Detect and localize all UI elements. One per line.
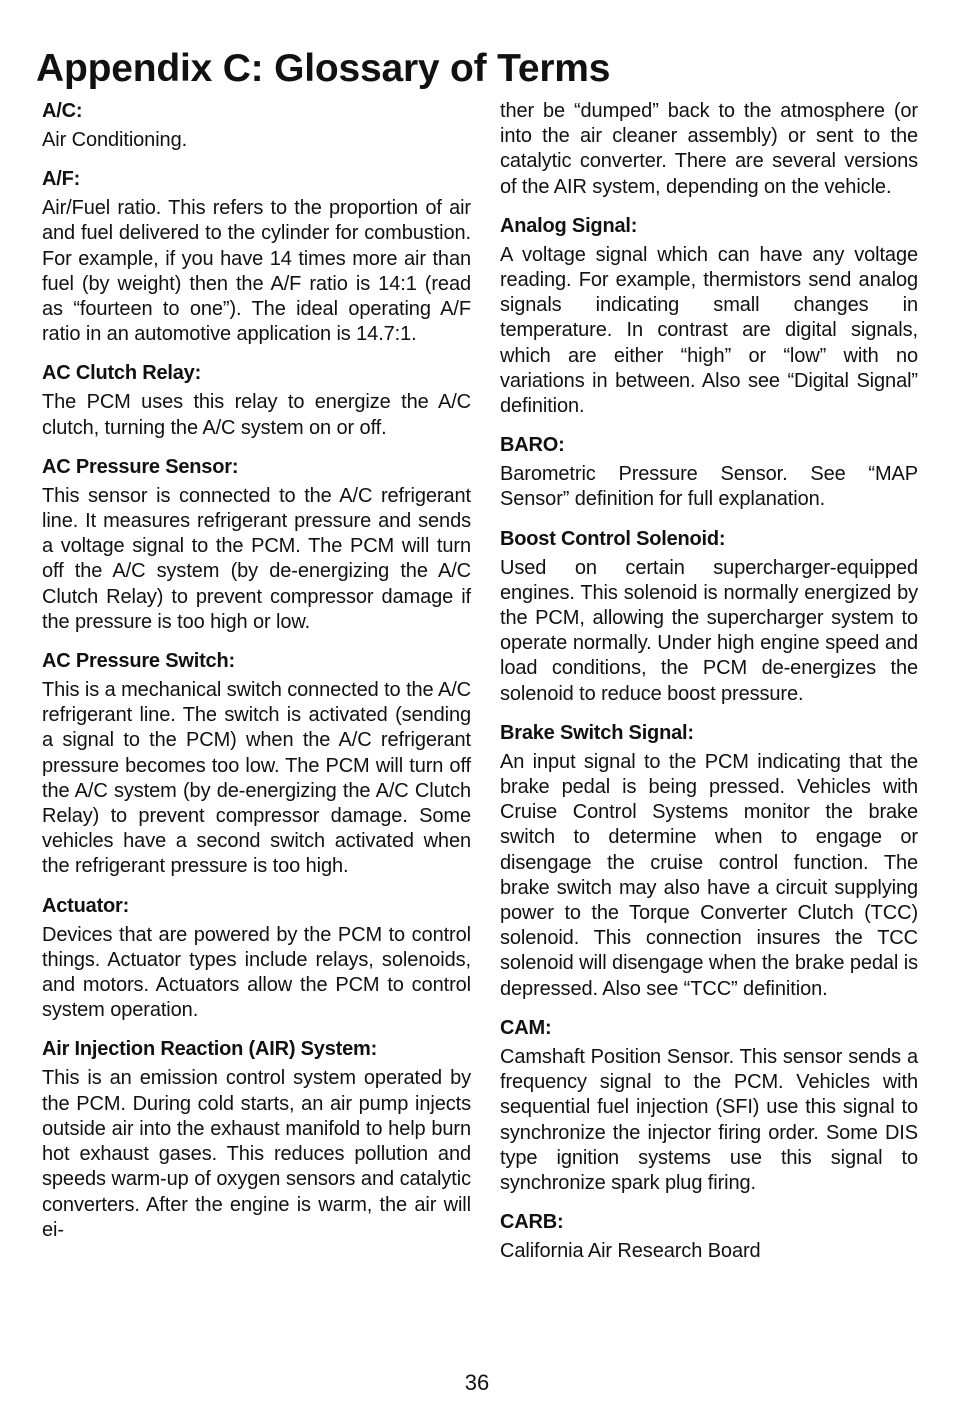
right-column — [500, 99, 918, 1278]
glossary-entry-boost-control-solenoid — [500, 527, 918, 707]
glossary-entry-analog-signal — [500, 214, 918, 419]
glossary-term: Analog Signal: — [500, 214, 638, 237]
glossary-term: AC Clutch Relay: — [42, 362, 202, 385]
glossary-definition: This sensor is connected to the A/C refrigerant line. It measures refrigerant pressure and sends a voltage signal to the PCM. The PCM will turn off the A/C system (by de-energizing the A/C Clutch Relay) to prevent compressor damage if the pressure is too high or low. — [42, 484, 471, 633]
glossary-definition: This is an emission control system operated by the PCM. During cold starts, an air pump injects outside air into the exhaust manifold to help burn hot exhaust gases. This reduces pollution and speeds warm-up of oxygen sensors and catalytic converters. After the engine is warm, the air will ei- — [42, 1067, 471, 1241]
glossary-term: Brake Switch Signal: — [500, 721, 694, 744]
page-title: Appendix C: Glossary of Terms — [36, 47, 611, 90]
glossary-term: A/C: — [42, 100, 83, 122]
glossary-entry-ac — [42, 99, 471, 153]
page-number: 36 — [464, 1370, 490, 1395]
glossary-definition: Air/Fuel ratio. This refers to the proportion of air and fuel delivered to the cylinder for combustion. For example, if you have 14 times more air than fuel (by weight) then the A/F ratio is 14:1 (read as “fourteen to one”). The ideal operating A/F ratio in an automotive application is 14.7:1. — [42, 197, 471, 346]
left-column — [42, 99, 471, 1257]
glossary-definition: This is a mechanical switch connected to the A/C refrigerant line. The switch is activated (sending a signal to the PCM) when the A/C refrigerant pressure becomes too low. The PCM will turn off the A/C system (by de-energizing the A/C Clutch Relay) to prevent compressor damage. Some vehicles have a second switch activated when the refrigerant pressure is too high. — [42, 679, 471, 878]
glossary-entry-actuator — [42, 894, 471, 1024]
glossary-entry-ac-clutch-relay — [42, 361, 471, 440]
continued-definition: ther be “dumped” back to the atmosphere (or into the air cleaner assembly) or sent to the catalytic converter. There are several versions of the AIR system, depending on the vehicle. — [500, 100, 918, 198]
glossary-term: CAM: — [500, 1016, 552, 1039]
glossary-entry-ac-pressure-switch — [42, 649, 471, 880]
glossary-entry-baro — [500, 433, 918, 512]
glossary-term: Actuator: — [42, 894, 130, 917]
glossary-term: A/F: — [42, 168, 81, 191]
glossary-entry-af — [42, 167, 471, 347]
glossary-entry-air-system — [42, 1037, 471, 1242]
glossary-definition: Barometric Pressure Sensor. See “MAP Sensor” definition for full explanation. — [500, 463, 918, 511]
glossary-definition: California Air Research Board — [500, 1240, 761, 1263]
glossary-definition: An input signal to the PCM indicating that the brake pedal is being pressed. Vehicles with Cruise Control Systems monitor the brake switch to determine when to engage or disengage the cruise control function. The brake switch may also have a circuit supplying power to the Torque Converter Clutch (TCC) solenoid. This connection insures the TCC solenoid will disengage when the brake pedal is depressed. Also see “TCC” definition. — [500, 750, 918, 1000]
glossary-term: Boost Control Solenoid: — [500, 527, 726, 550]
glossary-definition: Air Conditioning. — [42, 129, 188, 151]
glossary-definition: Used on certain supercharger-equipped engines. This solenoid is normally energized by the PCM, allowing the supercharger system to operate normally. Under high engine speed and load conditions, the PCM de-energizes the solenoid to reduce boost pressure. — [500, 556, 918, 705]
glossary-definition: The PCM uses this relay to energize the A/C clutch, turning the A/C system on or off. — [42, 391, 471, 439]
glossary-entry-ac-pressure-sensor — [42, 455, 471, 635]
glossary-definition: Camshaft Position Sensor. This sensor sends a frequency signal to the PCM. Vehicles with sequential fuel injection (SFI) use this signal to synchronize the injector firing order. Some DIS type ignition systems use this signal to synchronize spark plug firing. — [500, 1045, 918, 1194]
glossary-term: BARO: — [500, 434, 565, 457]
glossary-term: AC Pressure Sensor: — [42, 455, 239, 478]
glossary-term: CARB: — [500, 1211, 564, 1234]
glossary-definition: Devices that are powered by the PCM to control things. Actuator types include relays, solenoids, and motors. Actuators allow the PCM to control system operation. — [42, 923, 471, 1022]
glossary-entry-carb — [500, 1210, 918, 1264]
glossary-definition: A voltage signal which can have any voltage reading. For example, thermistors send analog signals indicating small changes in temperature. In contrast are digital signals, which are either “high” or “low” with no variations in between. Also see “Digital Signal” definition. — [500, 243, 918, 418]
glossary-term: AC Pressure Switch: — [42, 650, 235, 673]
glossary-entry-cam — [500, 1016, 918, 1196]
glossary-entry-brake-switch-signal — [500, 721, 918, 1002]
glossary-term: Air Injection Reaction (AIR) System: — [42, 1038, 378, 1061]
